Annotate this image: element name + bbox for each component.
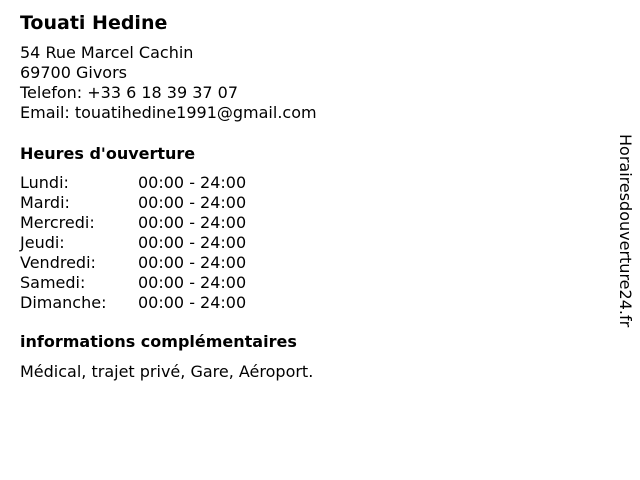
time-range: 00:00 - 24:00 bbox=[138, 193, 247, 212]
time-range: 00:00 - 24:00 bbox=[138, 273, 247, 292]
hours-row-saturday bbox=[20, 273, 580, 293]
additional-info-heading: informations complémentaires bbox=[20, 332, 297, 351]
additional-info-text: Médical, trajet privé, Gare, Aéroport. bbox=[20, 362, 314, 381]
business-name: Touati Hedine bbox=[20, 12, 168, 34]
day-label: Mercredi: bbox=[20, 213, 95, 232]
time-range: 00:00 - 24:00 bbox=[138, 293, 247, 312]
day-label: Jeudi: bbox=[20, 233, 65, 252]
opening-hours-table bbox=[20, 173, 580, 313]
phone-line: Telefon: +33 6 18 39 37 07 bbox=[20, 83, 239, 102]
site-watermark: Horairesdouverture24.fr bbox=[616, 134, 635, 328]
time-range: 00:00 - 24:00 bbox=[138, 173, 247, 192]
day-label: Lundi: bbox=[20, 173, 69, 192]
opening-hours-heading: Heures d'ouverture bbox=[20, 144, 196, 163]
business-card bbox=[20, 11, 580, 382]
hours-row-monday bbox=[20, 173, 580, 193]
hours-row-tuesday bbox=[20, 193, 580, 213]
hours-row-sunday bbox=[20, 293, 580, 313]
street-address: 54 Rue Marcel Cachin bbox=[20, 43, 194, 62]
email-line: Email: touatihedine1991@gmail.com bbox=[20, 103, 317, 122]
day-label: Vendredi: bbox=[20, 253, 96, 272]
hours-row-wednesday bbox=[20, 213, 580, 233]
time-range: 00:00 - 24:00 bbox=[138, 213, 247, 232]
city-postal: 69700 Givors bbox=[20, 63, 127, 82]
time-range: 00:00 - 24:00 bbox=[138, 233, 247, 252]
hours-row-friday bbox=[20, 253, 580, 273]
time-range: 00:00 - 24:00 bbox=[138, 253, 247, 272]
hours-row-thursday bbox=[20, 233, 580, 253]
address-block bbox=[20, 43, 580, 123]
day-label: Dimanche: bbox=[20, 293, 107, 312]
day-label: Samedi: bbox=[20, 273, 86, 292]
day-label: Mardi: bbox=[20, 193, 70, 212]
